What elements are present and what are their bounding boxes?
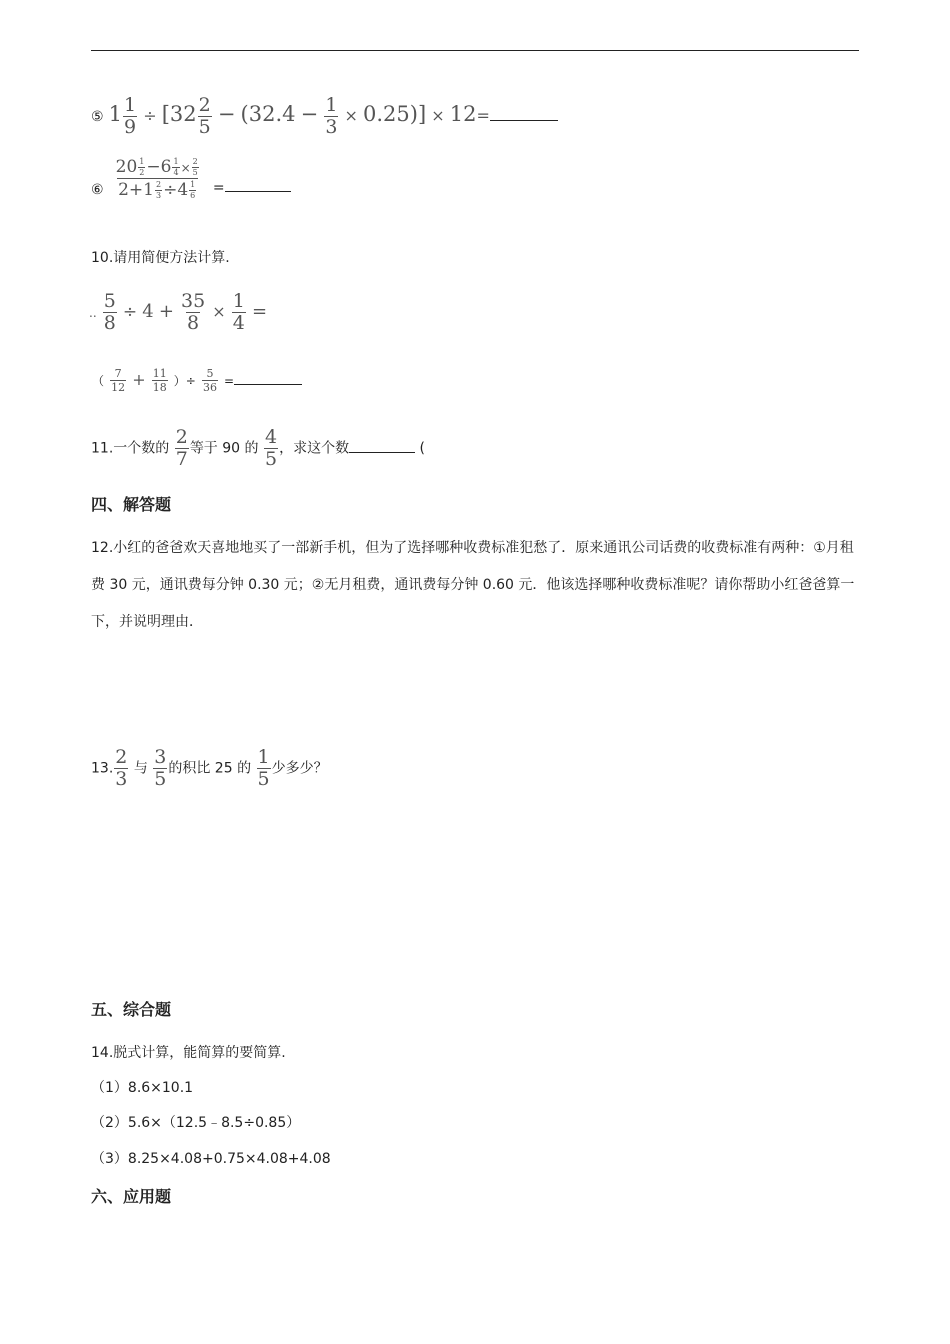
q14-item-3: （3）8.25×4.08+0.75×4.08+4.08 xyxy=(91,1151,331,1167)
section-heading-6: 六、应用题 xyxy=(91,1187,172,1206)
question-12: 12.小红的爸爸欢天喜地地买了一部新手机，但为了选择哪种收费标准犯愁了．原来通讯公司话费的收费标准有两种：①月租费 30 元，通讯费每分钟 0.30 元；②无月租费，通讯费每分钟 0.60 元．他该选择哪种收费标准呢？请你帮助小红爸爸算一下，并说明理由． xyxy=(91,540,855,630)
question-14-title: 14.脱式计算，能简算的要简算. xyxy=(91,1045,286,1061)
circle-number-5: ⑤ xyxy=(91,109,104,125)
question-11: 11.一个数的 $\frac{2}{7}$ 等于 90 的 $\frac{4}{5}$ ，求这个数 ( xyxy=(91,426,425,470)
section-heading-4: 四、解答题 xyxy=(91,495,172,514)
q14-item-1: （1）8.6×10.1 xyxy=(91,1080,194,1096)
question-5 xyxy=(91,96,558,137)
q10-expression-1: .. $\frac{5}{8}$ ÷ 4 + $\frac{35}{8}$ × $\frac{1}{4}$ = xyxy=(89,290,268,334)
answer-blank xyxy=(490,106,558,121)
fraction: $\frac{2}{5}$ xyxy=(198,94,211,138)
q10-expression-2: （ $\frac{7}{12}$ + $\frac{11}{18}$ ）÷ $\frac{5}{36}$ = xyxy=(92,368,302,393)
compound-fraction: 20 $\frac{1}{2}$ −6 $\frac{1}{4}$ × $\frac{2}{5}$ 2+1 $\frac{2}{3}$ ÷4 $\frac{1}{6}$ xyxy=(115,157,198,200)
question-6: ⑥ 20 $\frac{1}{2}$ −6 $\frac{1}{4}$ × $\frac{2}{5}$ 2+1 $\frac{2}{3}$ ÷4 $\frac{1}{6}$ = xyxy=(91,158,291,200)
fraction: $\frac{1}{9}$ xyxy=(124,94,137,138)
fraction: $\frac{1}{3}$ xyxy=(325,94,338,138)
answer-blank xyxy=(225,177,291,192)
header-rule xyxy=(91,50,859,51)
question-13: 13. $\frac{2}{3}$ 与 $\frac{3}{5}$ 的积比 25 的 $\frac{1}{5}$ 少多少？ xyxy=(91,746,328,790)
answer-blank xyxy=(234,370,302,385)
section-heading-5: 五、综合题 xyxy=(91,1000,172,1019)
q14-item-2: （2）5.6×（12.5﹣8.5÷0.85） xyxy=(91,1115,301,1131)
answer-blank xyxy=(349,438,415,453)
q5-expression: 1 $\frac{1}{9}$ ÷ [32 $\frac{2}{5}$ − (32.4 − $\frac{1}{3}$ × 0.25)] × 12= xyxy=(109,106,558,125)
circle-number-6: ⑥ xyxy=(91,181,104,198)
question-10-title: 10.请用简便方法计算. xyxy=(91,250,230,266)
